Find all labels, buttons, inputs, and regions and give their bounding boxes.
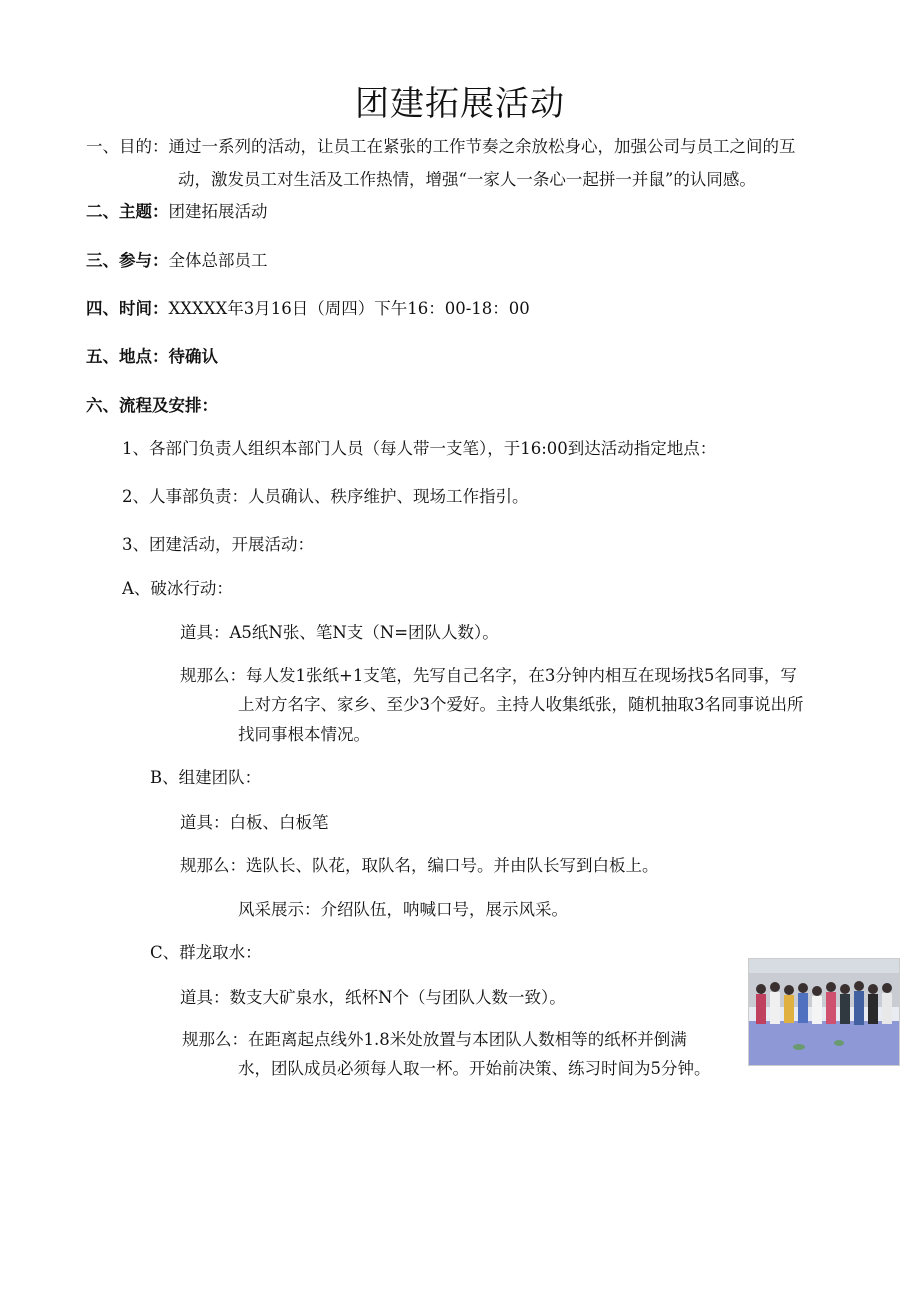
activity-c-props: 道具：数支大矿泉水，纸杯N个（与团队人数一致）。 — [180, 988, 566, 1007]
activity-a-props: 道具：A5纸N张、笔N支（N=团队人数）。 — [180, 623, 499, 642]
activity-c-heading: C、群龙取水： — [150, 943, 262, 962]
time-label: 四、时间： — [86, 299, 169, 318]
process-step-1: 1、各部门负责人组织本部门人员（每人带一支笔），于16:00到达活动指定地点： — [122, 439, 717, 458]
location-label: 五、地点： — [86, 347, 169, 366]
participants-label: 三、参与： — [86, 251, 169, 270]
purpose-line-2: 动，激发员工对生活及工作热情，增强“一家人一条心一起拼一并鼠”的认同感。 — [178, 170, 756, 189]
purpose-line-1 — [86, 139, 796, 156]
purpose-text-1: 通过一系列的活动，让员工在紧张的工作节奏之余放松身心，加强公司与员工之间的互 — [168, 137, 796, 156]
activity-c-rules-2: 水，团队成员必须每人取一杯。开始前决策、练习时间为5分钟。 — [238, 1059, 711, 1078]
location-row — [86, 349, 218, 366]
theme-label: 二、主题： — [86, 202, 169, 221]
time-value: XXXXX年3月16日（周四）下午16：00-18：00 — [168, 299, 530, 318]
time-row — [86, 301, 530, 318]
activity-a-rules-2: 上对方名字、家乡、至少3个爱好。主持人收集纸张，随机抽取3名同事说出所 — [238, 695, 804, 714]
process-step-3: 3、团建活动，开展活动： — [122, 535, 314, 554]
activity-a-heading: A、破冰行动： — [122, 579, 233, 598]
activity-b-rules: 规那么：选队长、队花，取队名，编口号。并由队长写到白板上。 — [180, 856, 659, 875]
activity-a-rules-3: 找同事根本情况。 — [238, 725, 370, 744]
page-title: 团建拓展活动 — [355, 84, 565, 124]
activity-b-display: 风采展示：介绍队伍，呐喊口号，展示风采。 — [238, 900, 568, 919]
process-heading: 六、流程及安排： — [86, 396, 218, 415]
team-activity-photo — [748, 958, 900, 1066]
location-value: 待确认 — [168, 347, 218, 366]
activity-b-props: 道具：白板、白板笔 — [180, 813, 329, 832]
theme-row — [86, 204, 268, 221]
purpose-label: 一、目的： — [86, 137, 169, 156]
activity-b-heading: B、组建团队： — [150, 768, 262, 787]
activity-a-rules-1: 规那么：每人发1张纸+1支笔，先写自己名字，在3分钟内相互在现场找5名同事，写 — [180, 666, 797, 685]
participants-value: 全体总部员工 — [168, 251, 268, 270]
theme-value: 团建拓展活动 — [168, 202, 268, 221]
participants-row — [86, 253, 268, 270]
process-step-2: 2、人事部负责：人员确认、秩序维护、现场工作指引。 — [122, 487, 529, 506]
activity-c-rules-1: 规那么：在距离起点线外1.8米处放置与本团队人数相等的纸杯并倒满 — [182, 1030, 687, 1049]
